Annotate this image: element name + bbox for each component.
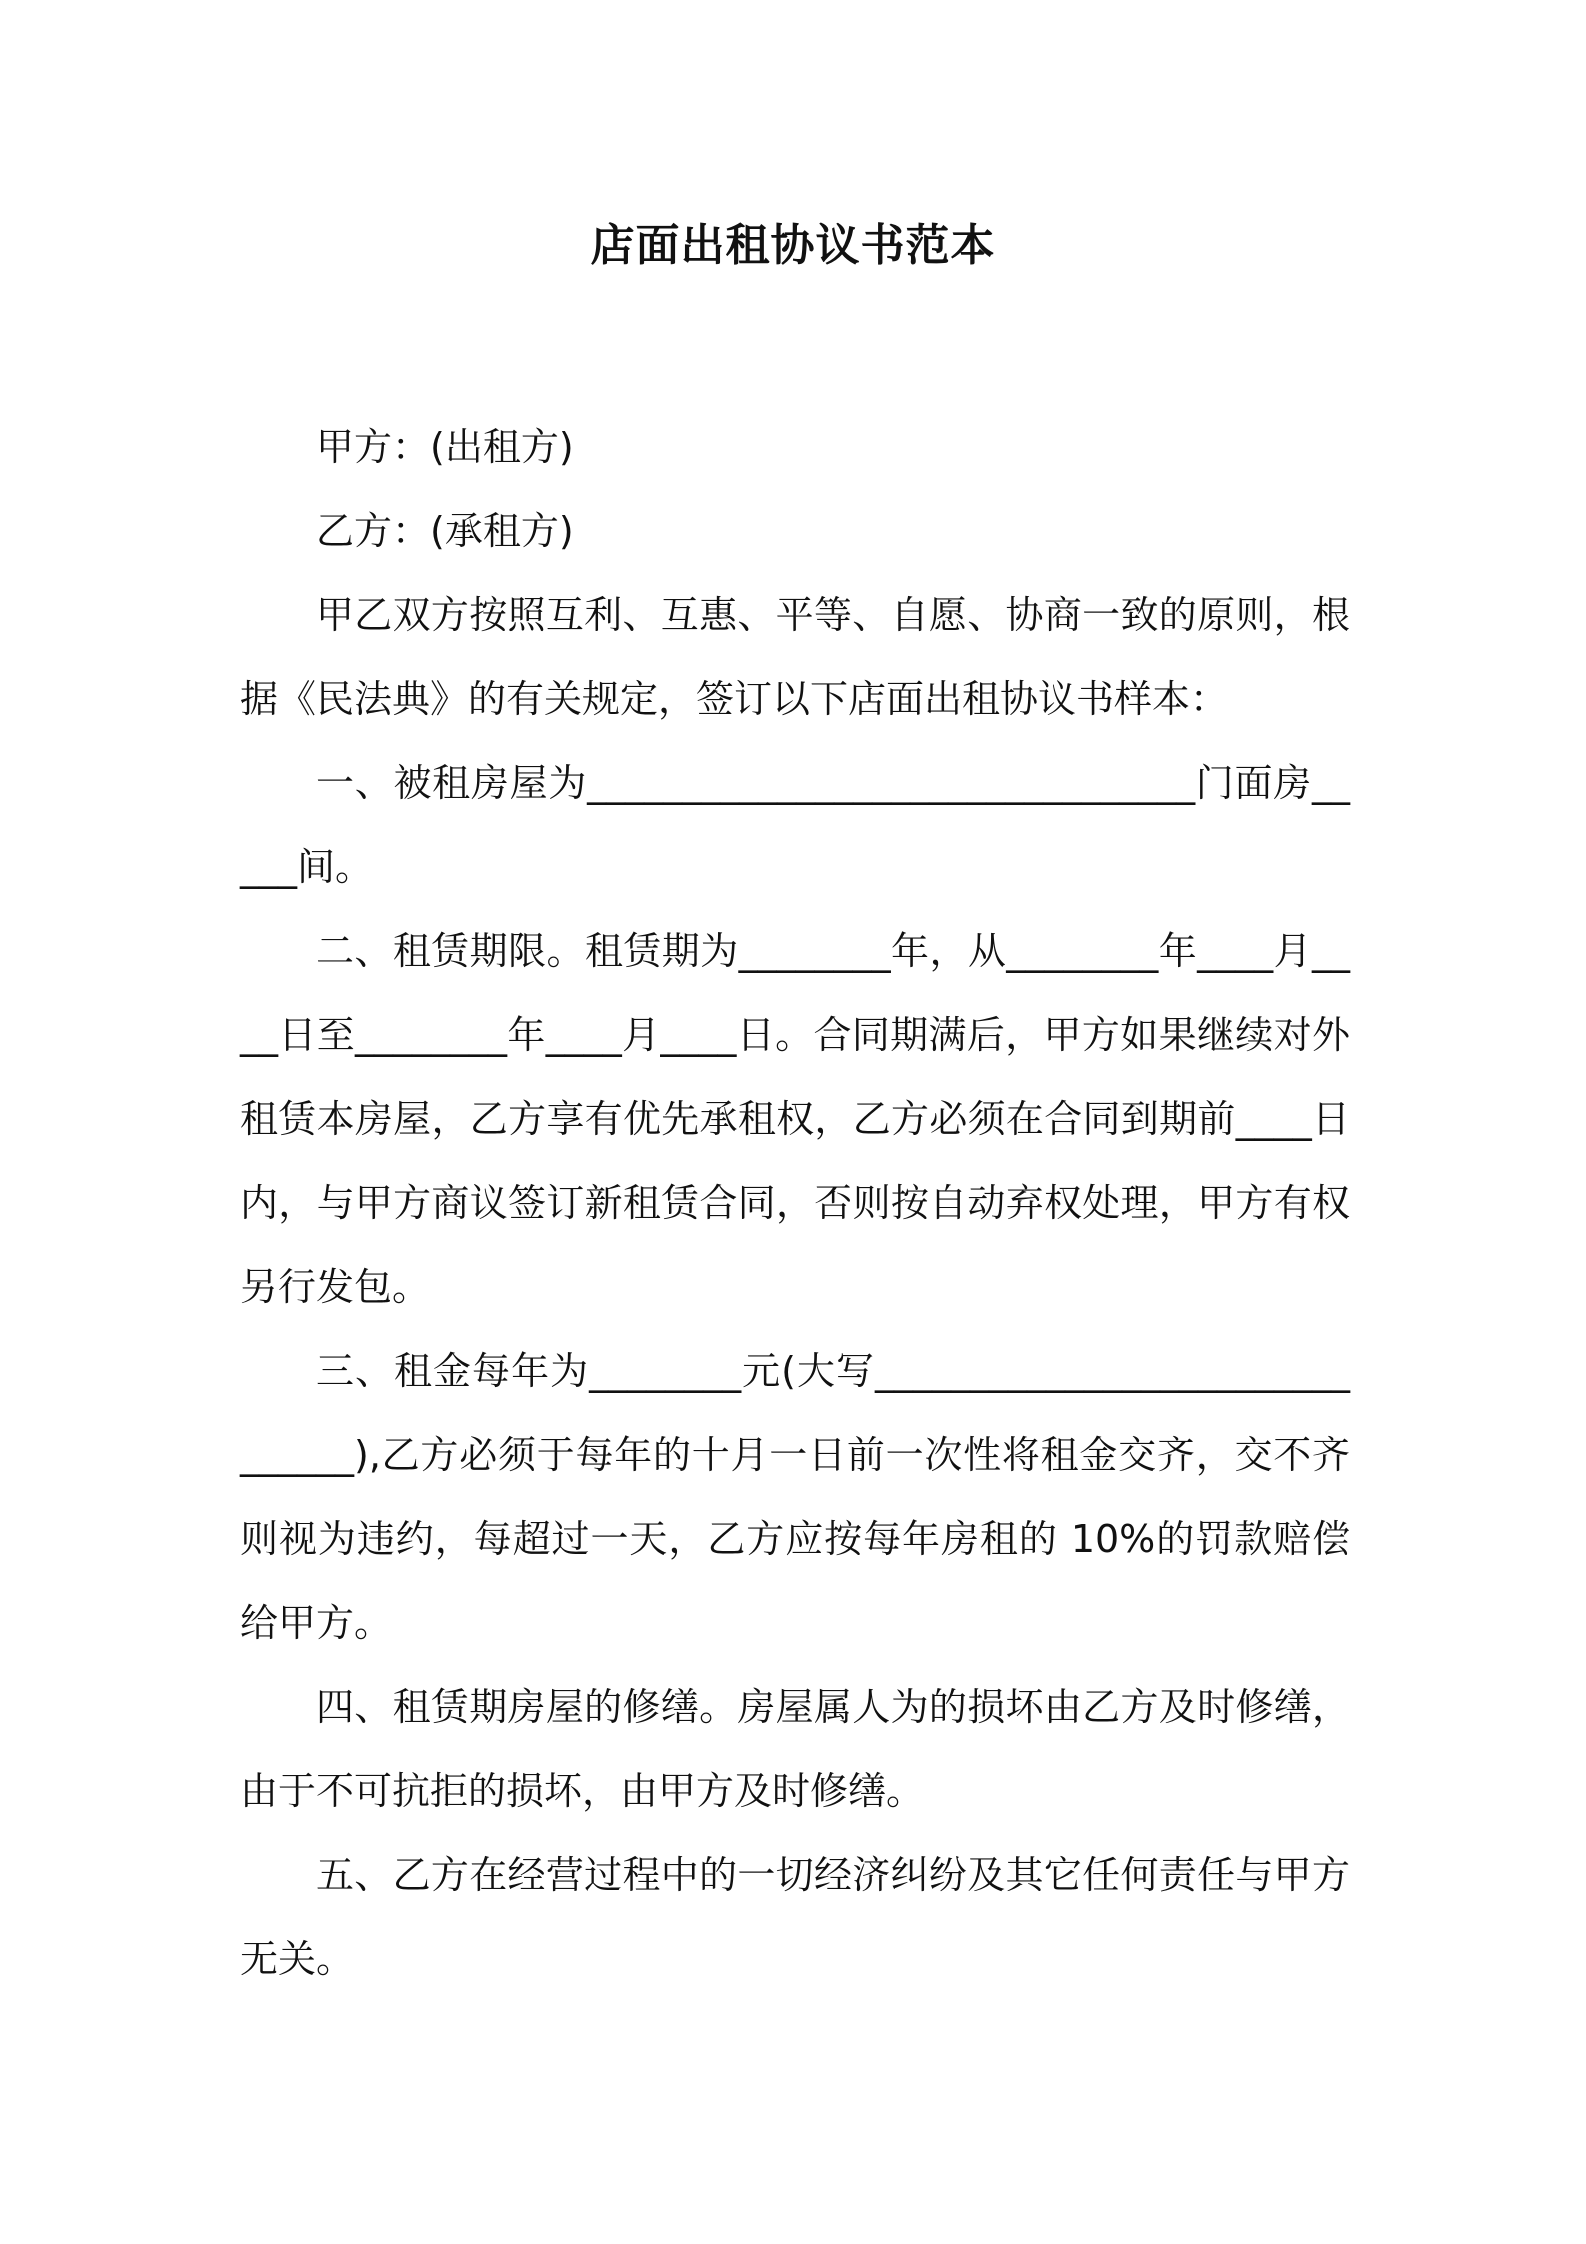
clause-1-premises: 一、被租房屋为________________________________门面房_____间。	[240, 761, 1350, 889]
preamble-paragraph: 甲乙双方按照互利、互惠、平等、自愿、协商一致的原则，根据《民法典》的有关规定，签订以下店面出租协议书样本：	[240, 593, 1350, 721]
party-b-line: 乙方：(承租方)	[316, 509, 574, 553]
clause-4-repairs: 四、租赁期房屋的修缮。房屋属人为的损坏由乙方及时修缮，由于不可抗拒的损坏，由甲方及时修缮。	[240, 1685, 1350, 1813]
clause-5-liability: 五、乙方在经营过程中的一切经济纠纷及其它任何责任与甲方无关。	[240, 1853, 1350, 1981]
clause-2-lease-term: 二、租赁期限。租赁期为________年，从________年____月____日至________年____月____日。合同期满后，甲方如果继续对外租赁本房屋，乙方享有优先承租权，乙方必须在合同到期前____日内，与甲方商议签订新租赁合同，否则按自动弃权处理，甲方有权另行发包。	[240, 929, 1350, 1309]
party-a-line: 甲方：(出租方)	[316, 425, 574, 469]
document-title: 店面出租协议书范本	[590, 220, 996, 271]
document-body	[240, 405, 1350, 2001]
clause-3-rent: 三、租金每年为________元(大写_______________________________),乙方必须于每年的十月一日前一次性将租金交齐，交不齐则视为违约，每超过一天，乙方应按每年房租的 10%的罚款赔偿给甲方。	[240, 1349, 1350, 1645]
